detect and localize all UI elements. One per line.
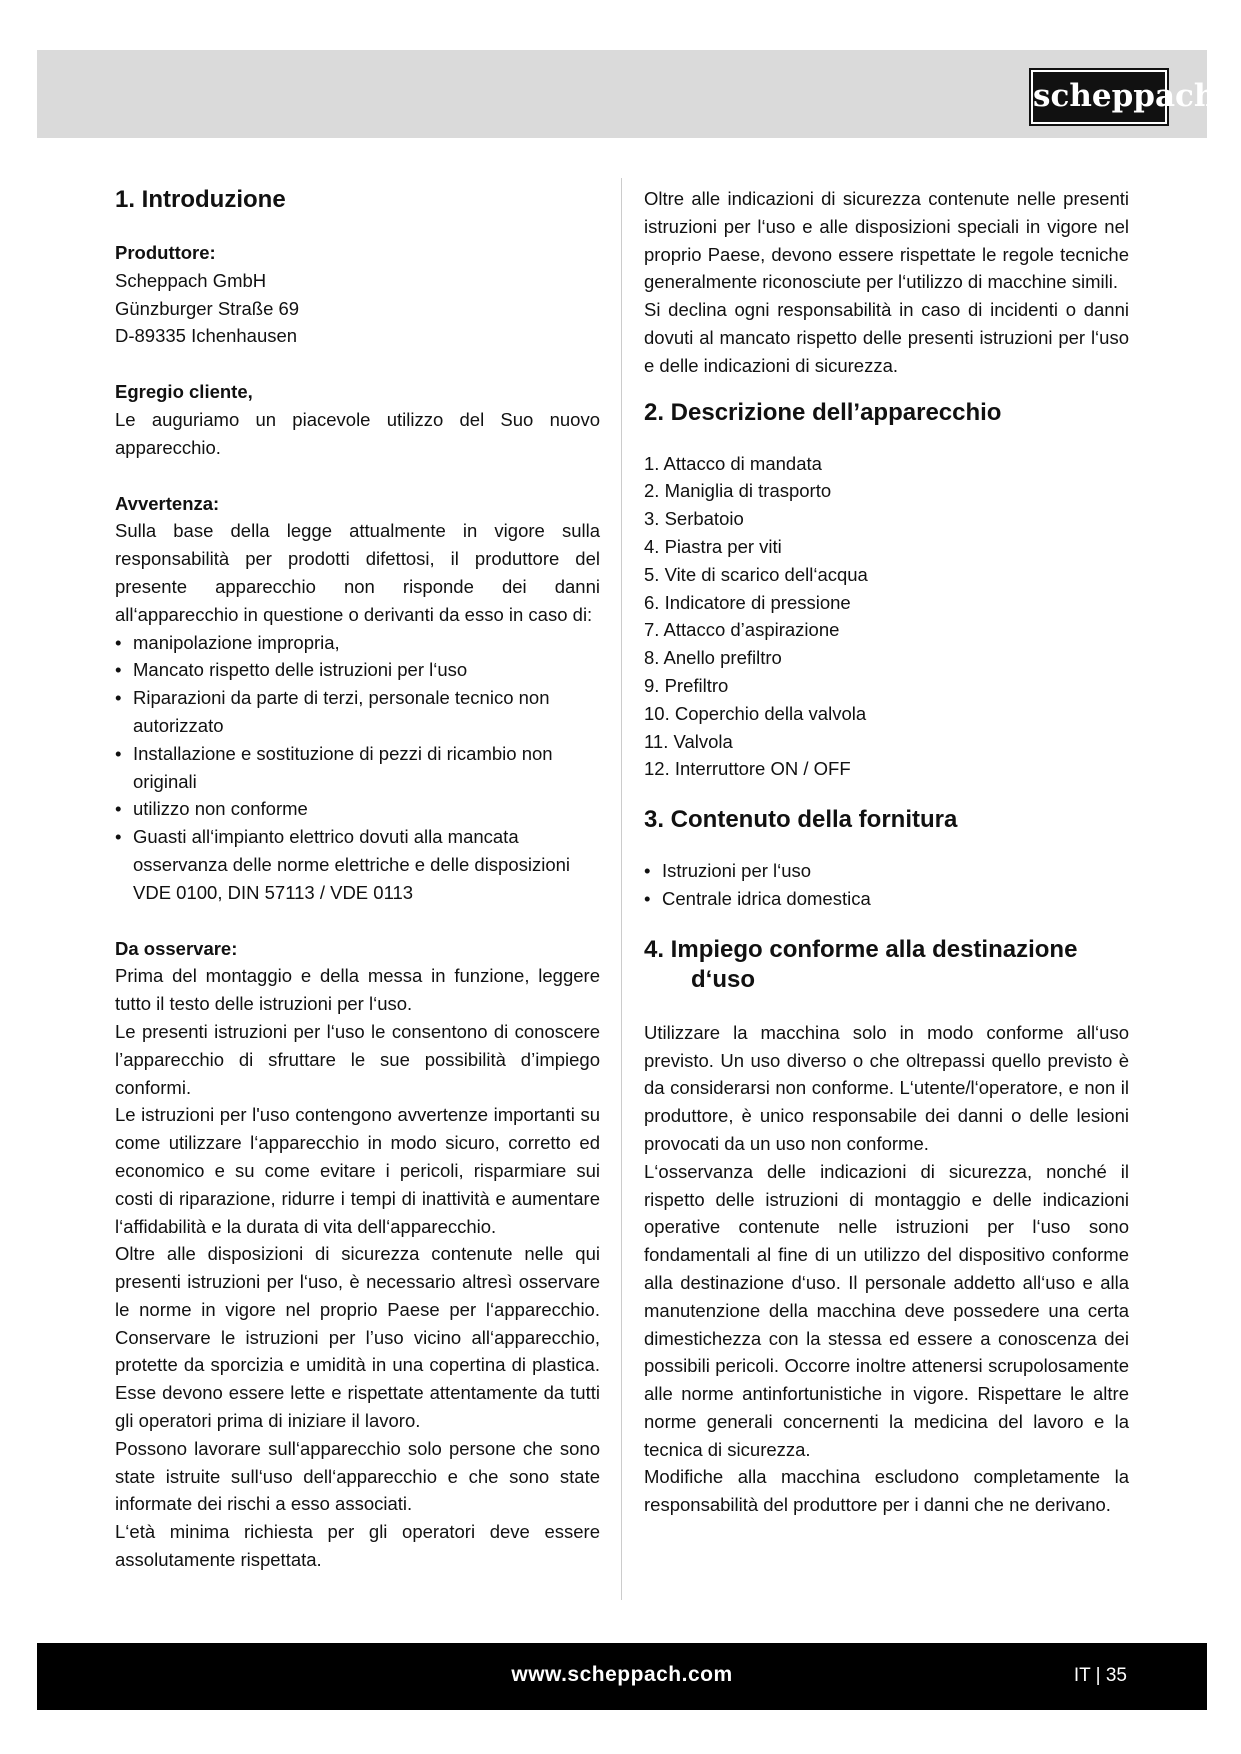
customer-text: Le auguriamo un piacevole utilizzo del Suo nuovo apparecchio. (115, 408, 600, 458)
description-item: 11. Valvola (644, 730, 733, 752)
description-item: 10. Coperchio della valvola (644, 702, 867, 724)
producer-line: D-89335 Ichenhausen (115, 325, 298, 347)
warning-bullet: • Guasti all‘impianto elettrico dovuti alla mancata osservanza delle norme elettriche e delle disposizioni VDE 0100, DIN 57113 / VDE 0113 (115, 823, 600, 906)
description-item: 3. Serbatoio (644, 508, 744, 530)
producer-line: Günzburger Straße 69 (115, 297, 300, 319)
warning-bullet: • utilizzo non conforme (115, 795, 600, 823)
observe-paragraph: Possono lavorare sull‘apparecchio solo persone che sono state istruite sull‘uso dell‘apparecchio e che sono state informate dei rischi a esso associati. (115, 1437, 600, 1515)
description-item: 7. Attacco d’aspirazione (644, 619, 840, 641)
description-item: 8. Anello prefiltro (644, 647, 782, 669)
page-number: IT | 35 (1073, 1665, 1127, 1686)
safety-paragraph: Oltre alle indicazioni di sicurezza contenute nelle presenti istruzioni per l‘uso e alle disposizioni speciali in vigore nel proprio Paese, devono essere rispettate le regole tecniche generalmente riconosciute per l‘utilizzo di macchine simili. (644, 188, 1129, 293)
description-heading: 2. Descrizione dell’apparecchio (644, 398, 1002, 426)
observe-paragraph: Le presenti istruzioni per l‘uso le consentono di conoscere l’apparecchio di sfruttare le sue possibilità d’impiego conformi. (115, 1020, 600, 1098)
column-divider (621, 178, 622, 1600)
safety-paragraph: Si declina ogni responsabilità in caso di incidenti o danni dovuti al mancato rispetto delle presenti istruzioni per l‘uso e delle indicazioni di sicurezza. (644, 299, 1129, 376)
content-heading: 3. Contenuto della fornitura (644, 806, 958, 834)
intended-use-heading-line2: d‘uso (691, 965, 755, 993)
warning-bullet: • manipolazione impropria, (115, 629, 600, 657)
intended-use-paragraph: Utilizzare la macchina solo in modo conforme all‘uso previsto. Un uso diverso o che oltrepassi quello previsto è da considerarsi non conforme. L‘utente/l‘operatore, e non il produttore, è unico responsabile dei danni o delle lesioni provocati da un uso non conforme. (644, 1021, 1129, 1154)
page-footer (37, 1643, 1207, 1710)
producer-label: Produttore: (115, 242, 216, 263)
description-item: 5. Vite di scarico dell‘acqua (644, 563, 868, 585)
intended-use-heading-line1: 4. Impiego conforme alla destinazione (644, 935, 1078, 963)
scheppach-logo: scheppach (1031, 70, 1167, 124)
observe-paragraph: Oltre alle disposizioni di sicurezza contenute nelle qui presenti istruzioni per l‘uso, è necessario altresì osservare le norme in vigore nel proprio Paese per l‘apparecchio. Conservare le istruzioni per l’uso vicino all‘apparecchio, protette da sporcizia e umidità in una copertina di plastica. Esse devono essere lette e rispettate attentamente da tutti gli operatori prima di iniziare il lavoro. (115, 1243, 600, 1432)
description-item: 6. Indicatore di pressione (644, 591, 851, 613)
observe-label: Da osservare: (115, 937, 238, 959)
warning-bullet: • Installazione e sostituzione di pezzi di ricambio non originali (115, 740, 600, 796)
website-link[interactable]: www.scheppach.com (511, 1663, 733, 1686)
left-column (115, 185, 600, 1574)
observe-paragraph: Le istruzioni per l'uso contengono avvertenze importanti su come utilizzare l‘apparecchio in modo sicuro, corretto ed economico e su come evitare i pericoli, risparmiare sui costi di riparazione, ridurre i tempi di inattività e aumentare l‘affidabilità e la durata di vita dell‘apparecchio. (115, 1104, 600, 1237)
warning-bullet: • Riparazioni da parte di terzi, personale tecnico non autorizzato (115, 684, 600, 740)
right-column (644, 185, 1129, 1519)
observe-paragraph: L‘età minima richiesta per gli operatori deve essere assolutamente rispettata. (115, 1521, 600, 1571)
description-item: 9. Prefiltro (644, 674, 729, 696)
content-item: • Centrale idrica domestica (644, 885, 1129, 913)
customer-label: Egregio cliente, (115, 381, 253, 403)
warning-bullet: • Mancato rispetto delle istruzioni per l‘uso (115, 656, 600, 684)
intro-heading: 1. Introduzione (115, 186, 286, 213)
description-item: 1. Attacco di mandata (644, 452, 822, 474)
intended-use-paragraph: Modifiche alla macchina escludono completamente la responsabilità del produttore per i danni che ne derivano. (644, 1466, 1129, 1516)
description-item: 2. Maniglia di trasporto (644, 480, 832, 502)
intended-use-paragraph: L‘osservanza delle indicazioni di sicurezza, nonché il rispetto delle istruzioni di montaggio e delle indicazioni operative contenute nelle istruzioni per l‘uso sono fondamentali al fine di un utilizzo del dispositivo conforme alla destinazione d‘uso. Il personale addetto all‘uso e alla manutenzione della macchina deve possedere una certa dimestichezza con la stessa ed essere a conoscenza dei possibili pericoli. Occorre inoltre attenersi scrupolosamente alle norme antinfortunistiche in vigore. Rispettare le altre norme generali concernenti la medicina del lavoro e la tecnica di sicurezza. (644, 1160, 1129, 1460)
description-item: 12. Interruttore ON / OFF (644, 758, 851, 780)
description-item: 4. Piastra per viti (644, 535, 782, 557)
producer-line: Scheppach GmbH (115, 269, 267, 291)
warning-text: Sulla base della legge attualmente in vigore sulla responsabilità per prodotti difettosi, il produttore del presente apparecchio non risponde dei danni all‘apparecchio in questione o derivanti da esso in caso di: (115, 520, 600, 625)
observe-paragraph: Prima del montaggio e della messa in funzione, leggere tutto il testo delle istruzioni per l‘uso. (115, 965, 600, 1015)
intended-use-heading (644, 935, 1129, 995)
content-item: • Istruzioni per l‘uso (644, 857, 1129, 885)
page-header (37, 50, 1217, 138)
warning-label: Avvertenza: (115, 492, 220, 514)
